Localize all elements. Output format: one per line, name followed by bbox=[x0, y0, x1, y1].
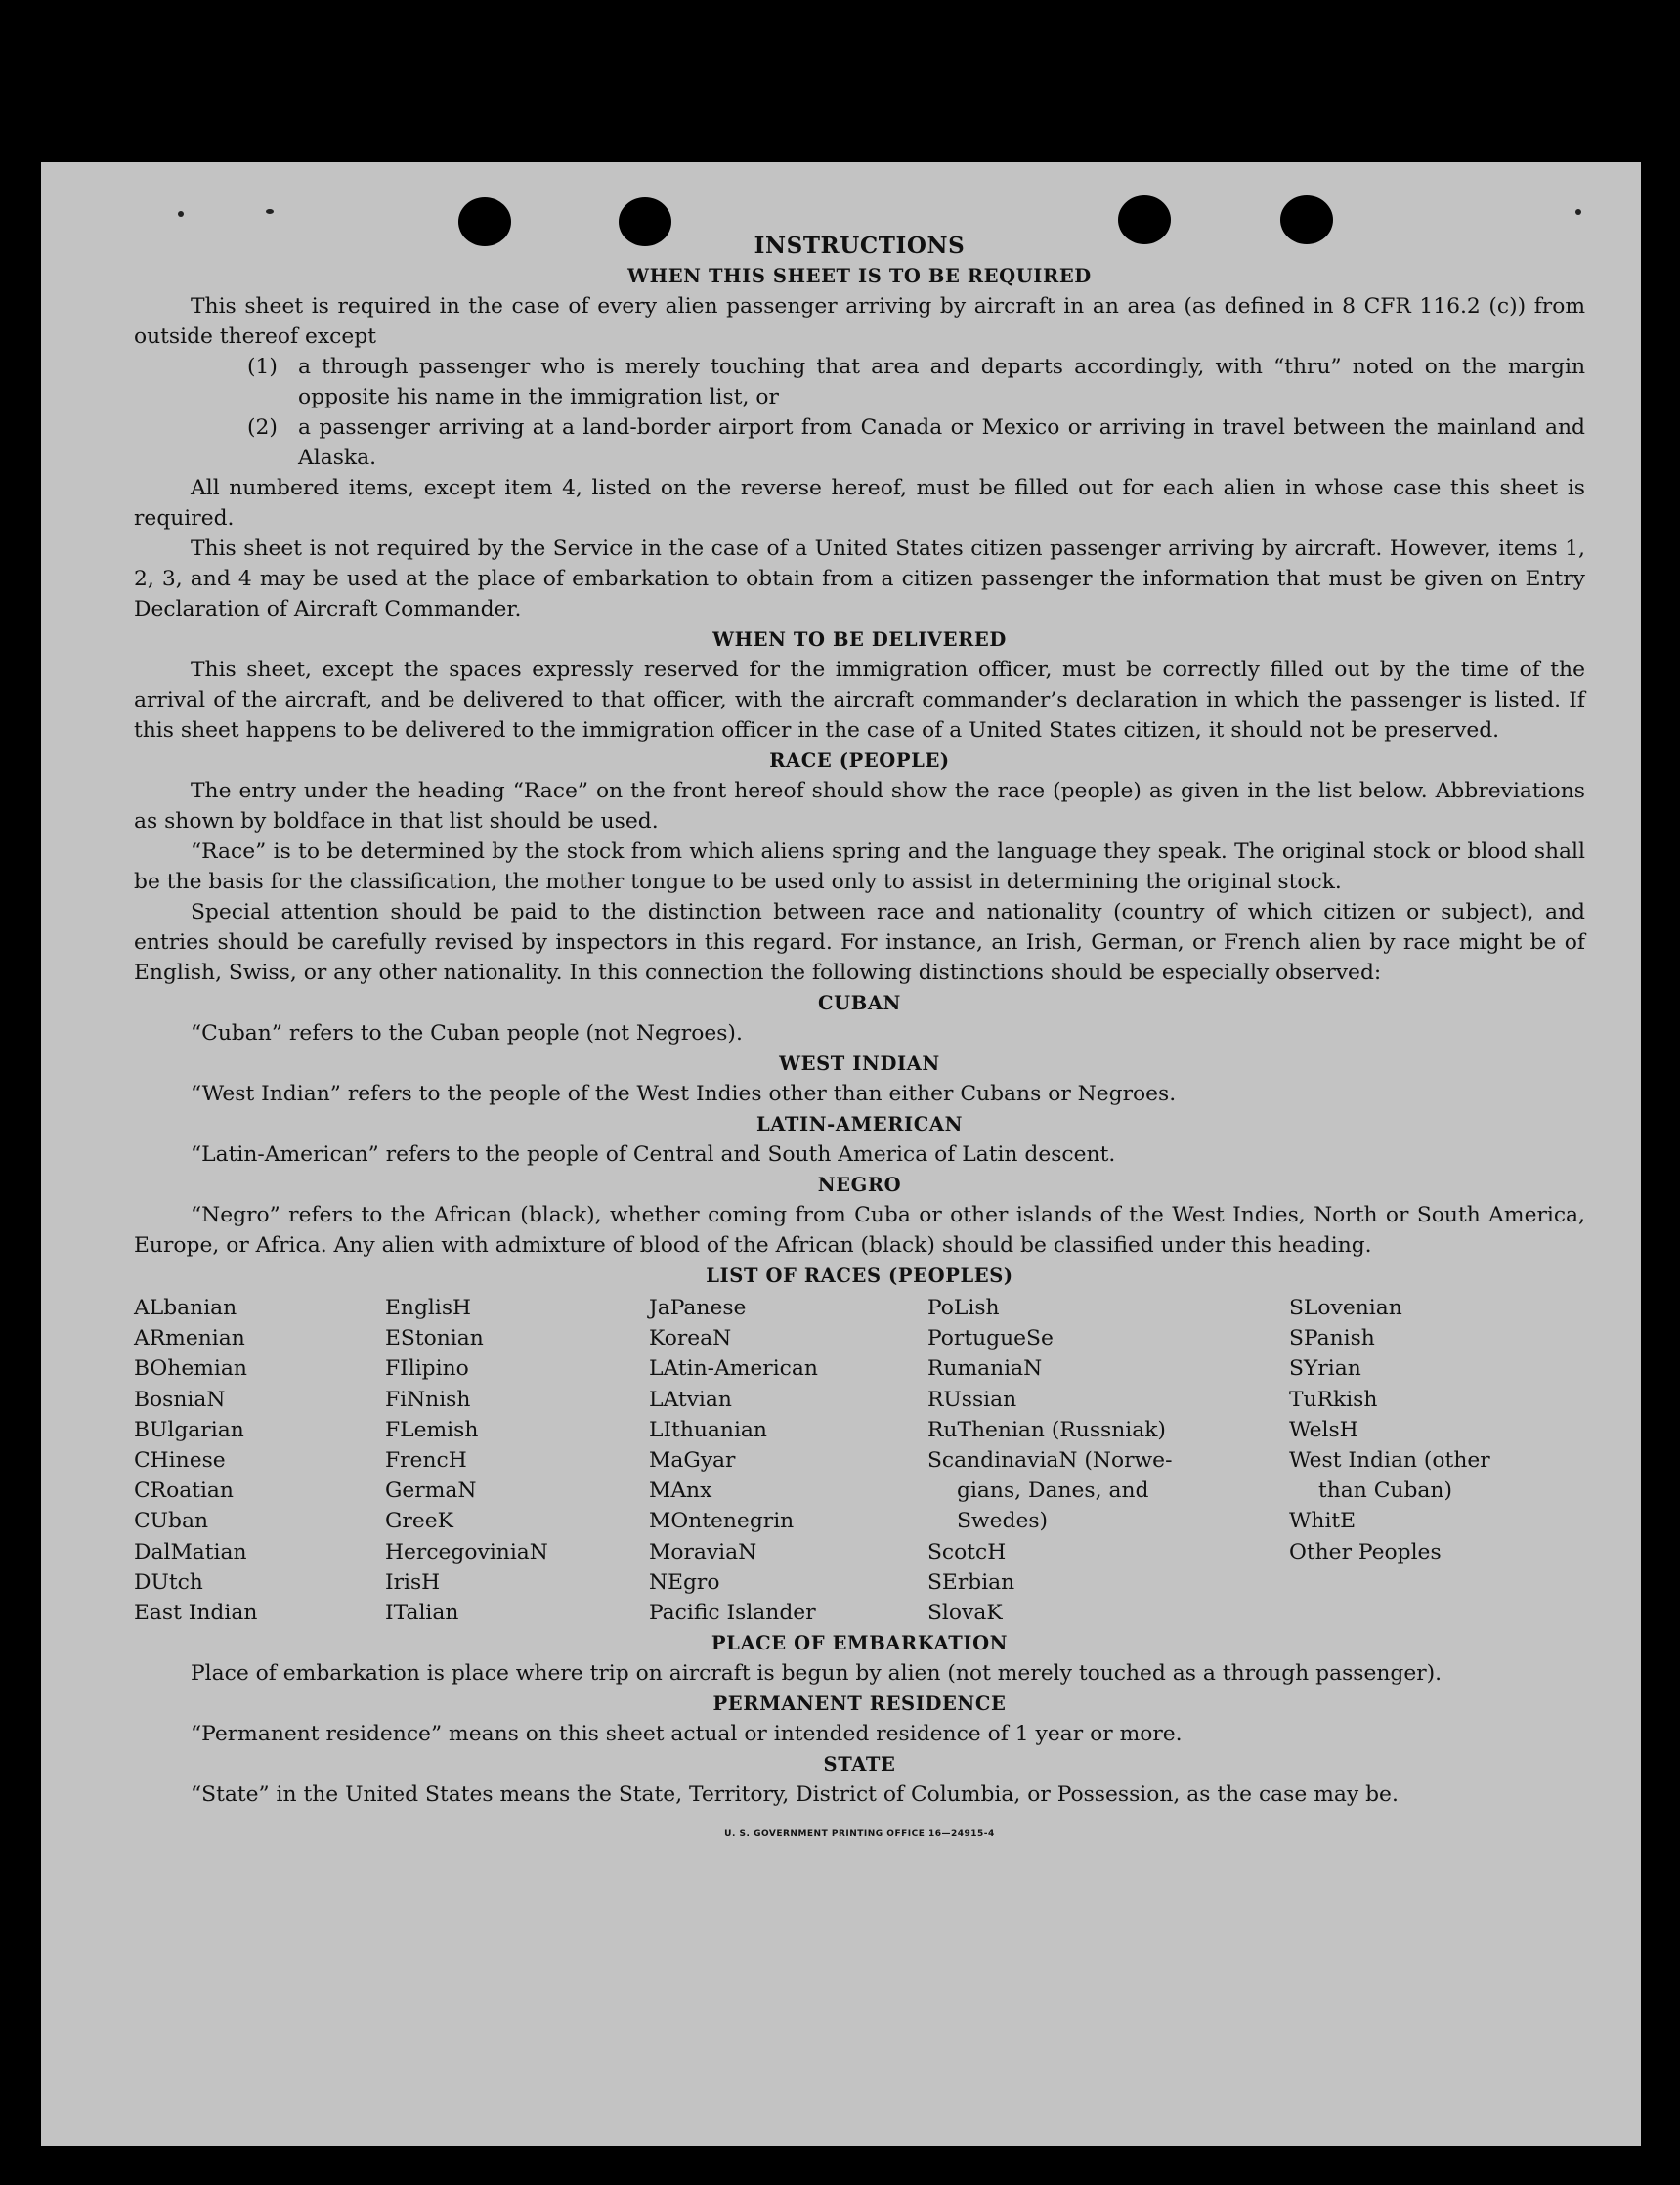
paragraph-latin-american: “Latin-American” refers to the people of Central and South America of Latin descent. bbox=[191, 1142, 1116, 1167]
ink-dot bbox=[1575, 209, 1581, 215]
section-heading-cuban: CUBAN bbox=[818, 992, 901, 1014]
race-entry: DUtch bbox=[134, 1569, 203, 1595]
races-column bbox=[927, 1293, 1289, 1628]
races-column bbox=[385, 1293, 649, 1628]
race-entry: MoraviaN bbox=[649, 1539, 757, 1564]
race-entry: MOntenegrin bbox=[649, 1509, 795, 1534]
paragraph-residence: “Permanent residence” means on this sheet actual or intended residence of 1 year or more. bbox=[191, 1722, 1183, 1747]
section-heading-race: RACE (PEOPLE) bbox=[769, 750, 950, 772]
races-table bbox=[134, 1293, 1585, 1628]
race-entry: FIlipino bbox=[385, 1356, 469, 1382]
section-heading-embarkation: PLACE OF EMBARKATION bbox=[711, 1632, 1009, 1655]
race-entry: ScandinaviaN (Norwe- bbox=[927, 1448, 1173, 1474]
item-number: (2) bbox=[247, 415, 278, 440]
race-entry: PortugueSe bbox=[927, 1326, 1054, 1351]
race-entry: GreeK bbox=[385, 1509, 453, 1534]
race-entry: CRoatian bbox=[134, 1478, 234, 1504]
race-entry: SLovenian bbox=[1289, 1296, 1402, 1320]
paragraph-state: “State” in the United States means the State, Territory, District of Columbia, or Possession, as the case may be. bbox=[191, 1782, 1399, 1808]
race-entry: EnglisH bbox=[385, 1296, 472, 1320]
race-entry: IrisH bbox=[385, 1569, 441, 1595]
paragraph-west-indian: “West Indian” refers to the people of the West Indies other than either Cubans or Negroes. bbox=[191, 1082, 1177, 1106]
race-entry: SlovaK bbox=[927, 1601, 1003, 1626]
race-entry: LAtin-American bbox=[649, 1356, 818, 1382]
race-entry: LIthuanian bbox=[649, 1417, 767, 1442]
race-entry: CHinese bbox=[134, 1448, 226, 1474]
printing-office-footer: U. S. GOVERNMENT PRINTING OFFICE 16—24915-4 bbox=[724, 1829, 995, 1840]
page-title: INSTRUCTIONS bbox=[754, 233, 966, 259]
race-entry: WhitE bbox=[1289, 1509, 1357, 1534]
instructions-content bbox=[134, 231, 1585, 1850]
race-entry: Pacific Islander bbox=[649, 1601, 816, 1626]
section-heading-negro: NEGRO bbox=[817, 1174, 902, 1196]
race-entry: FiNnish bbox=[385, 1387, 471, 1412]
paragraph-race-2: “Race” is to be determined by the stock from which aliens spring and the language they speak. The original stock or blood shall be the basis for the classification, the mother tongue to be used only to assist in determining the original stock. bbox=[134, 839, 1585, 894]
section-heading-when-required: WHEN THIS SHEET IS TO BE REQUIRED bbox=[627, 265, 1092, 287]
race-entry: SPanish bbox=[1289, 1326, 1375, 1351]
race-entry: East Indian bbox=[134, 1601, 258, 1626]
race-entry: RumaniaN bbox=[927, 1356, 1043, 1382]
race-entry: BosniaN bbox=[134, 1387, 226, 1412]
race-entry: ITalian bbox=[385, 1601, 459, 1626]
section-heading-residence: PERMANENT RESIDENCE bbox=[712, 1692, 1007, 1716]
race-entry: MaGyar bbox=[649, 1448, 736, 1474]
exception-item bbox=[134, 412, 1585, 473]
item-text: a through passenger who is merely touching that area and departs accordingly, with “thru” noted on the margin opposite his name in the immigration list, or bbox=[298, 355, 1585, 409]
race-entry: BOhemian bbox=[134, 1356, 247, 1382]
item-text: a passenger arriving at a land-border airport from Canada or Mexico or arriving in travel between the mainland and Alaska. bbox=[298, 415, 1585, 470]
paragraph-when-delivered: This sheet, except the spaces expressly reserved for the immigration officer, must be correctly filled out by the time of the arrival of the aircraft, and be delivered to that officer, with the aircraft commander’s declaration in which the passenger is listed. If this sheet happens to be delivered to the immigration officer in the case of a United States citizen, it should not be preserved. bbox=[134, 658, 1585, 743]
race-entry: SYrian bbox=[1289, 1356, 1361, 1382]
race-entry: TuRkish bbox=[1289, 1387, 1378, 1412]
race-entry: gians, Danes, and bbox=[957, 1478, 1149, 1504]
race-entry: GermaN bbox=[385, 1478, 477, 1504]
race-entry: BUlgarian bbox=[134, 1417, 244, 1442]
races-column bbox=[649, 1293, 927, 1628]
race-entry: MAnx bbox=[649, 1478, 712, 1504]
section-heading-when-delivered: WHEN TO BE DELIVERED bbox=[712, 628, 1007, 651]
race-entry: DalMatian bbox=[134, 1539, 247, 1564]
race-entry: RuThenian (Russniak) bbox=[927, 1417, 1166, 1442]
race-entry: Swedes) bbox=[957, 1509, 1049, 1534]
race-entry: EStonian bbox=[385, 1326, 484, 1351]
section-heading-state: STATE bbox=[823, 1753, 896, 1777]
races-column bbox=[1289, 1293, 1582, 1628]
section-heading-latin-american: LATIN-AMERICAN bbox=[755, 1113, 964, 1135]
exception-item bbox=[134, 352, 1585, 412]
paragraph-embarkation: Place of embarkation is place where trip on aircraft is begun by alien (not merely touched as a through passenger). bbox=[191, 1661, 1443, 1687]
race-entry: ScotcH bbox=[927, 1539, 1007, 1564]
race-entry: than Cuban) bbox=[1318, 1478, 1452, 1504]
section-heading-list-of-races: LIST OF RACES (PEOPLES) bbox=[706, 1264, 1013, 1287]
paragraph-race-3: Special attention should be paid to the distinction between race and nationality (country of which citizen or subject), and entries should be carefully revised by inspectors in this regard. For instance, an Irish, German, or French alien by race might be of English, Swiss, or any other nationality. In this connection the following distinctions should be especially observed: bbox=[134, 900, 1585, 985]
race-entry: FLemish bbox=[385, 1417, 479, 1442]
race-entry: ARmenian bbox=[134, 1326, 245, 1351]
item-number: (1) bbox=[247, 355, 278, 379]
section-heading-west-indian: WEST INDIAN bbox=[779, 1052, 940, 1075]
paragraph-intro: This sheet is required in the case of every alien passenger arriving by aircraft in an area (as defined in 8 CFR 116.2 (c)) from outside thereof except bbox=[134, 294, 1585, 349]
ink-dot bbox=[178, 211, 184, 217]
race-entry: HercegoviniaN bbox=[385, 1539, 548, 1564]
paragraph-negro: “Negro” refers to the African (black), whether coming from Cuba or other islands of the West Indies, North or South America, Europe, or Africa. Any alien with admixture of blood of the African (black) should be classified under this heading. bbox=[134, 1203, 1585, 1258]
paragraph-cuban: “Cuban” refers to the Cuban people (not Negroes). bbox=[191, 1021, 743, 1046]
race-entry: JaPanese bbox=[649, 1296, 747, 1320]
race-entry: WelsH bbox=[1289, 1417, 1358, 1442]
race-entry: RUssian bbox=[927, 1387, 1017, 1412]
race-entry: NEgro bbox=[649, 1569, 720, 1595]
race-entry: Other Peoples bbox=[1289, 1539, 1442, 1564]
race-entry: ALbanian bbox=[134, 1296, 237, 1320]
races-column bbox=[134, 1293, 385, 1628]
race-entry: LAtvian bbox=[649, 1387, 732, 1412]
race-entry: PoLish bbox=[927, 1296, 1000, 1320]
paragraph-not-required: This sheet is not required by the Service in the case of a United States citizen passenger arriving by aircraft. However, items 1, 2, 3, and 4 may be used at the place of embarkation to obtain from a citizen passenger the information that must be given on Entry Declaration of Aircraft Commander. bbox=[134, 536, 1585, 621]
ink-dot bbox=[266, 209, 274, 214]
race-entry: KoreaN bbox=[649, 1326, 732, 1351]
race-entry: CUban bbox=[134, 1509, 209, 1534]
race-entry: West Indian (other bbox=[1289, 1448, 1490, 1474]
paragraph-numbered-items: All numbered items, except item 4, listed on the reverse hereof, must be filled out for each alien in whose case this sheet is required. bbox=[134, 476, 1585, 531]
race-entry: FrencH bbox=[385, 1448, 467, 1474]
document-sheet bbox=[41, 162, 1641, 2146]
race-entry: SErbian bbox=[927, 1569, 1015, 1595]
paragraph-race-1: The entry under the heading “Race” on the front hereof should show the race (people) as given in the list below. Abbreviations as shown by boldface in that list should be used. bbox=[134, 779, 1585, 834]
